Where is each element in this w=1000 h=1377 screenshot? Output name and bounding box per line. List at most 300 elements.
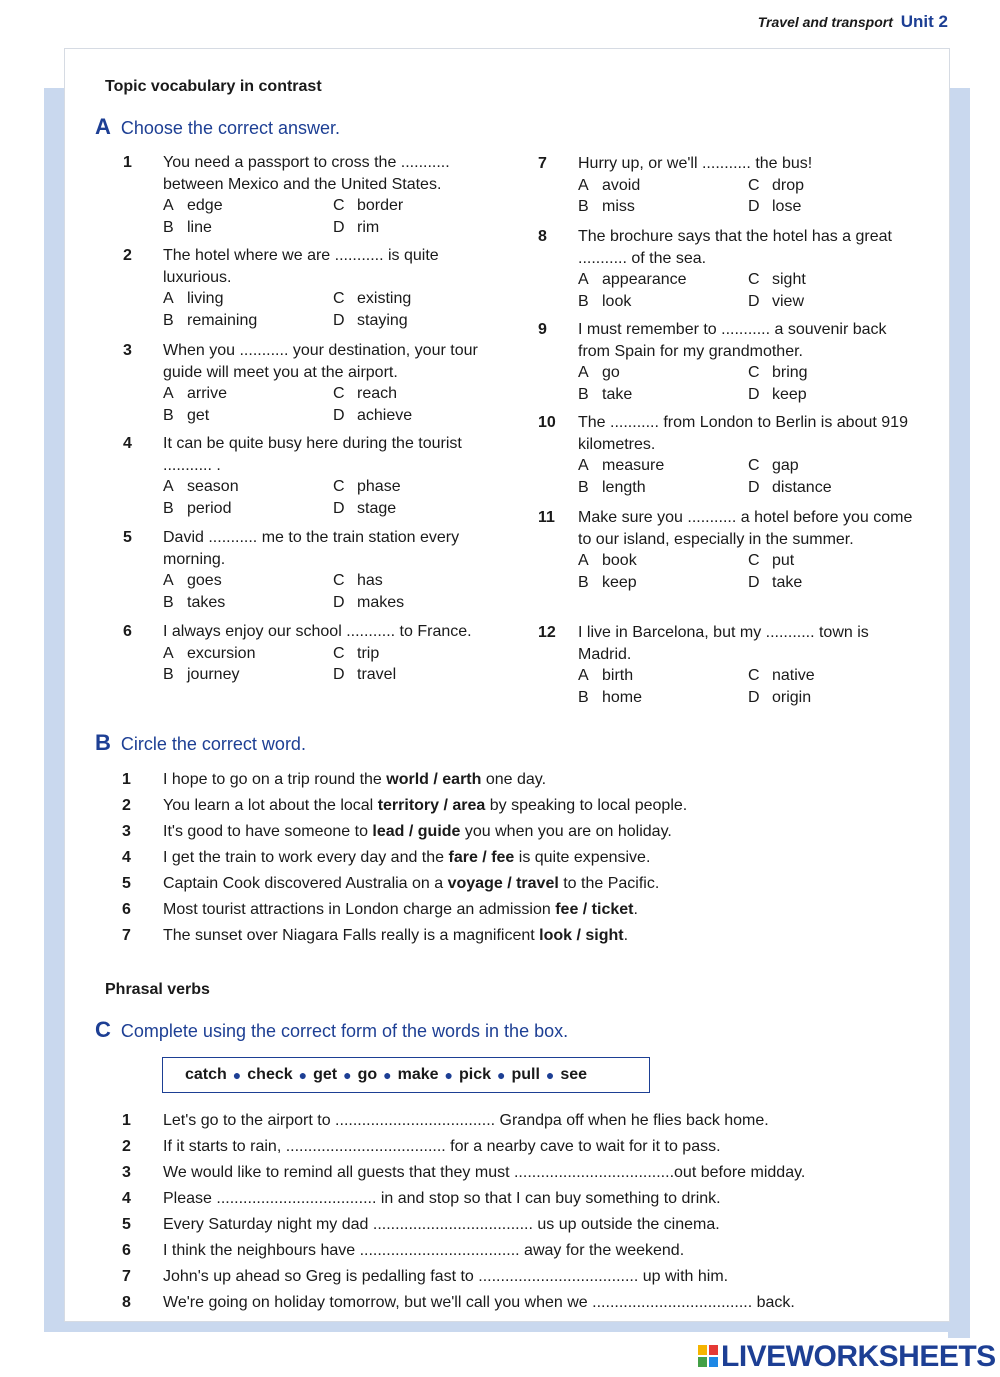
answer-option-b[interactable] bbox=[163, 498, 333, 520]
answer-option-a[interactable] bbox=[163, 476, 333, 498]
option-text: keep bbox=[602, 573, 637, 591]
question-number: 6 bbox=[123, 623, 132, 640]
word-choice[interactable]: territory / area bbox=[377, 797, 486, 814]
question-number: 5 bbox=[123, 529, 132, 546]
question-number: 7 bbox=[538, 155, 547, 172]
option-text: bring bbox=[772, 364, 808, 381]
option-letter: D bbox=[333, 406, 345, 424]
option-text: journey bbox=[187, 666, 240, 683]
question-4 bbox=[123, 433, 503, 519]
option-text: keep bbox=[772, 385, 807, 403]
answer-blank[interactable]: .................................... bbox=[335, 1112, 496, 1129]
sentence-start: If it starts to rain, bbox=[163, 1138, 286, 1155]
item-number: 7 bbox=[122, 927, 131, 944]
answer-option-c[interactable] bbox=[333, 383, 503, 405]
answer-option-b[interactable] bbox=[578, 687, 748, 709]
answer-option-d[interactable] bbox=[333, 592, 503, 614]
option-letter: C bbox=[333, 572, 345, 589]
word-choice[interactable]: lead / guide bbox=[372, 823, 461, 840]
answer-option-a[interactable] bbox=[163, 643, 333, 665]
option-text: origin bbox=[772, 688, 812, 706]
question-10 bbox=[538, 412, 918, 498]
item-sentence bbox=[163, 1212, 720, 1238]
bullet-separator: ● bbox=[497, 1067, 506, 1083]
word-choice[interactable]: voyage / travel bbox=[447, 875, 559, 892]
option-letter: B bbox=[578, 292, 589, 310]
option-letter: B bbox=[163, 218, 174, 236]
option-text: put bbox=[772, 552, 795, 569]
answer-options bbox=[578, 455, 918, 498]
answer-option-c[interactable] bbox=[333, 195, 503, 217]
option-text: season bbox=[187, 478, 239, 495]
section-c-instruction: Complete using the correct form of the words in the box. bbox=[120, 1021, 569, 1041]
sentence-end: is quite expensive. bbox=[514, 849, 651, 866]
item-number: 4 bbox=[122, 849, 131, 866]
option-letter: C bbox=[333, 290, 345, 307]
question-number: 2 bbox=[123, 247, 132, 264]
word-box bbox=[162, 1057, 650, 1093]
question-stem: I must remember to ........... a souvenir back from Spain for my grandmother. bbox=[578, 321, 887, 360]
answer-option-c[interactable] bbox=[748, 455, 918, 477]
answer-option-a[interactable] bbox=[578, 175, 748, 197]
bullet-separator: ● bbox=[343, 1067, 352, 1083]
item-number: 2 bbox=[122, 797, 131, 814]
item-number: 3 bbox=[122, 1164, 131, 1181]
option-text: period bbox=[187, 499, 232, 517]
question-3 bbox=[123, 340, 503, 426]
option-text: stage bbox=[357, 499, 397, 517]
answer-option-c[interactable] bbox=[748, 550, 918, 572]
answer-option-b[interactable] bbox=[163, 664, 333, 686]
sentence-start: You learn a lot about the local bbox=[163, 797, 378, 814]
question-stem: Make sure you ........... a hotel before you come to our island, especially in the summer. bbox=[578, 509, 913, 548]
question-number: 11 bbox=[538, 509, 555, 526]
option-text: achieve bbox=[357, 406, 413, 424]
option-text: reach bbox=[357, 385, 398, 402]
option-text: gap bbox=[772, 457, 799, 474]
option-text: existing bbox=[357, 290, 412, 307]
option-text: lose bbox=[772, 198, 802, 215]
option-text: native bbox=[772, 667, 815, 684]
word-choice[interactable]: fee / ticket bbox=[555, 901, 634, 918]
option-letter: C bbox=[748, 176, 760, 194]
section-c-title bbox=[95, 1017, 568, 1043]
sentence-start: John's up ahead so Greg is pedalling fast to bbox=[163, 1268, 479, 1285]
option-letter: B bbox=[163, 666, 174, 683]
answer-option-d[interactable] bbox=[748, 291, 918, 313]
sentence-end: up with him. bbox=[638, 1268, 729, 1285]
item-number: 1 bbox=[122, 771, 131, 788]
word-choice[interactable]: fare / fee bbox=[448, 849, 515, 866]
option-text: staying bbox=[357, 311, 408, 329]
option-letter: C bbox=[748, 271, 760, 288]
option-text: border bbox=[357, 197, 404, 214]
item-number: 4 bbox=[122, 1190, 131, 1207]
option-text: arrive bbox=[187, 385, 228, 402]
answer-option-b[interactable] bbox=[163, 405, 333, 427]
option-letter: A bbox=[578, 176, 589, 194]
answer-options bbox=[578, 362, 918, 405]
answer-option-c[interactable] bbox=[748, 665, 918, 687]
option-letter: D bbox=[748, 688, 760, 706]
item-sentence bbox=[163, 1160, 805, 1186]
item-number: 6 bbox=[122, 1242, 131, 1259]
question-5 bbox=[123, 527, 503, 613]
option-letter: D bbox=[748, 198, 760, 215]
item-sentence bbox=[163, 897, 638, 923]
option-text: measure bbox=[602, 457, 665, 474]
option-text: look bbox=[602, 292, 632, 310]
box-word-go: go bbox=[357, 1066, 378, 1083]
item-sentence bbox=[163, 1134, 721, 1160]
answer-option-b[interactable] bbox=[163, 592, 333, 614]
answer-option-d[interactable] bbox=[748, 384, 918, 406]
option-letter: B bbox=[163, 311, 174, 329]
option-text: has bbox=[357, 572, 383, 589]
item-number: 5 bbox=[122, 1216, 131, 1233]
question-number: 10 bbox=[538, 414, 556, 431]
option-letter: C bbox=[748, 457, 760, 474]
option-letter: C bbox=[748, 552, 760, 569]
answer-option-b[interactable] bbox=[578, 477, 748, 499]
item-sentence bbox=[163, 1290, 795, 1316]
option-letter: D bbox=[748, 385, 760, 403]
option-text: living bbox=[187, 290, 224, 307]
unit-label: Unit 2 bbox=[900, 12, 948, 31]
answer-options bbox=[163, 195, 503, 238]
question-stem: The brochure says that the hotel has a great ........... of the sea. bbox=[578, 228, 892, 267]
box-word-see: see bbox=[560, 1066, 588, 1083]
option-text: miss bbox=[602, 198, 635, 215]
option-text: excursion bbox=[187, 644, 256, 662]
answer-options bbox=[163, 570, 503, 613]
option-letter: A bbox=[163, 290, 174, 307]
question-11 bbox=[538, 507, 918, 593]
option-letter: A bbox=[578, 364, 589, 381]
question-number: 1 bbox=[123, 154, 132, 171]
option-text: sight bbox=[772, 271, 806, 288]
answer-option-a[interactable] bbox=[578, 550, 748, 572]
running-header bbox=[758, 12, 948, 32]
logo-text: LIVEWORKSHEETS bbox=[721, 1340, 996, 1373]
sentence-start: The sunset over Niagara Falls really is a magnificent bbox=[163, 927, 540, 944]
answer-option-a[interactable] bbox=[163, 288, 333, 310]
option-letter: A bbox=[578, 271, 589, 288]
option-text: birth bbox=[602, 667, 634, 684]
box-word-get: get bbox=[313, 1066, 338, 1083]
option-letter: A bbox=[163, 644, 174, 662]
option-letter: C bbox=[333, 385, 345, 402]
answer-option-a[interactable] bbox=[578, 362, 748, 384]
question-stem: You need a passport to cross the ........... between Mexico and the United States. bbox=[163, 154, 450, 193]
sentence-start: I hope to go on a trip round the bbox=[163, 771, 387, 788]
option-letter: D bbox=[748, 573, 760, 591]
option-letter: A bbox=[578, 552, 589, 569]
option-text: appearance bbox=[602, 271, 687, 288]
sentence-start: Captain Cook discovered Australia on a bbox=[163, 875, 448, 892]
item-number: 5 bbox=[122, 875, 131, 892]
answer-option-d[interactable] bbox=[748, 687, 918, 709]
right-margin-bar bbox=[948, 88, 970, 1338]
section-b-letter: B bbox=[95, 730, 111, 755]
question-2 bbox=[123, 245, 503, 331]
option-letter: A bbox=[163, 478, 174, 495]
option-text: take bbox=[602, 385, 633, 403]
option-text: makes bbox=[357, 593, 405, 611]
answer-option-c[interactable] bbox=[333, 570, 503, 592]
sentence-end: back. bbox=[752, 1294, 795, 1311]
item-number: 3 bbox=[122, 823, 131, 840]
option-letter: B bbox=[163, 593, 174, 611]
option-letter: B bbox=[578, 688, 589, 706]
answer-options bbox=[578, 269, 918, 312]
option-letter: B bbox=[578, 198, 589, 215]
option-text: line bbox=[187, 218, 212, 236]
answer-blank[interactable]: .................................... bbox=[513, 1164, 675, 1181]
bullet-separator: ● bbox=[444, 1067, 453, 1083]
option-letter: B bbox=[578, 385, 589, 403]
box-word-pick: pick bbox=[458, 1066, 491, 1083]
option-letter: A bbox=[163, 572, 174, 589]
phrasal-verbs-heading: Phrasal verbs bbox=[105, 981, 210, 998]
answer-option-d[interactable] bbox=[748, 196, 918, 218]
sentence-end: away for the weekend. bbox=[519, 1242, 685, 1259]
option-text: get bbox=[187, 406, 210, 424]
question-12 bbox=[538, 622, 918, 708]
sentence-start: Every Saturday night my dad bbox=[163, 1216, 373, 1233]
sentence-start: I think the neighbours have bbox=[163, 1242, 360, 1259]
word-choice[interactable]: world / earth bbox=[386, 771, 482, 788]
answer-option-b[interactable] bbox=[578, 196, 748, 218]
answer-option-b[interactable] bbox=[578, 384, 748, 406]
option-letter: C bbox=[748, 364, 760, 381]
item-sentence bbox=[163, 871, 659, 897]
option-text: goes bbox=[187, 572, 222, 589]
answer-option-c[interactable] bbox=[748, 175, 918, 197]
sentence-end: . bbox=[633, 901, 638, 918]
question-6 bbox=[123, 621, 503, 686]
answer-option-c[interactable] bbox=[333, 643, 503, 665]
bullet-separator: ● bbox=[232, 1067, 242, 1083]
answer-option-d[interactable] bbox=[748, 477, 918, 499]
option-text: edge bbox=[187, 197, 223, 214]
item-sentence bbox=[163, 793, 687, 819]
answer-blank[interactable]: .................................... bbox=[592, 1294, 753, 1311]
box-word-make: make bbox=[397, 1066, 439, 1083]
answer-blank[interactable]: .................................... bbox=[359, 1242, 520, 1259]
option-letter: D bbox=[333, 666, 345, 683]
answer-option-c[interactable] bbox=[333, 288, 503, 310]
option-text: distance bbox=[772, 478, 832, 496]
option-text: remaining bbox=[187, 311, 258, 329]
sentence-start: We're going on holiday tomorrow, but we'll call you when we bbox=[163, 1294, 593, 1311]
question-stem: It can be quite busy here during the tourist ........... . bbox=[163, 435, 462, 474]
section-b-title bbox=[95, 730, 306, 756]
box-word-catch: catch bbox=[185, 1066, 227, 1083]
option-letter: B bbox=[578, 478, 589, 496]
answer-option-c[interactable] bbox=[748, 269, 918, 291]
question-stem: I live in Barcelona, but my ........... town is Madrid. bbox=[578, 624, 869, 663]
option-text: home bbox=[602, 688, 643, 706]
option-text: length bbox=[602, 478, 646, 496]
item-number: 8 bbox=[122, 1294, 131, 1311]
box-word-check: check bbox=[247, 1066, 293, 1083]
sentence-end: for a nearby cave to wait for it to pass. bbox=[445, 1138, 721, 1155]
option-letter: C bbox=[748, 667, 760, 684]
option-letter: D bbox=[333, 218, 345, 236]
answer-options bbox=[163, 288, 503, 331]
answer-option-b[interactable] bbox=[163, 217, 333, 239]
answer-option-d[interactable] bbox=[333, 405, 503, 427]
option-text: drop bbox=[772, 176, 805, 194]
liveworksheets-icon bbox=[697, 1343, 719, 1369]
question-number: 3 bbox=[123, 342, 132, 359]
option-text: travel bbox=[357, 666, 397, 683]
option-letter: D bbox=[333, 499, 345, 517]
answer-options bbox=[163, 643, 503, 686]
option-letter: D bbox=[748, 292, 760, 310]
sentence-start: It's good to have someone to bbox=[163, 823, 373, 840]
item-sentence bbox=[163, 767, 546, 793]
item-sentence bbox=[163, 845, 650, 871]
option-text: takes bbox=[187, 593, 226, 611]
answer-option-a[interactable] bbox=[163, 383, 333, 405]
option-letter: A bbox=[163, 197, 174, 214]
option-text: view bbox=[772, 292, 805, 310]
answer-options bbox=[578, 665, 918, 708]
answer-blank[interactable]: .................................... bbox=[372, 1216, 533, 1233]
option-text: go bbox=[602, 364, 620, 381]
question-stem: The ........... from London to Berlin is about 919 kilometres. bbox=[578, 414, 908, 453]
question-stem: When you ........... your destination, your tour guide will meet you at the airport. bbox=[163, 342, 478, 381]
item-sentence bbox=[163, 1264, 728, 1290]
sentence-start: I get the train to work every day and the bbox=[163, 849, 449, 866]
box-word-pull: pull bbox=[511, 1066, 540, 1083]
sentence-end: out before midday. bbox=[674, 1164, 806, 1181]
option-letter: B bbox=[163, 499, 174, 517]
answer-option-d[interactable] bbox=[333, 217, 503, 239]
answer-option-a[interactable] bbox=[163, 570, 333, 592]
section-a-title bbox=[95, 114, 340, 140]
sentence-end: us up outside the cinema. bbox=[532, 1216, 720, 1233]
item-sentence bbox=[163, 1238, 684, 1264]
bullet-separator: ● bbox=[383, 1067, 392, 1083]
answer-option-c[interactable] bbox=[748, 362, 918, 384]
sentence-end: one day. bbox=[481, 771, 547, 788]
liveworksheets-logo bbox=[697, 1340, 996, 1374]
option-letter: C bbox=[333, 197, 345, 214]
section-b-instruction: Circle the correct word. bbox=[120, 734, 306, 754]
option-letter: A bbox=[163, 385, 174, 402]
question-7 bbox=[538, 153, 918, 218]
option-letter: B bbox=[578, 573, 589, 591]
answer-option-d[interactable] bbox=[333, 310, 503, 332]
sentence-end: Grandpa off when he flies back home. bbox=[495, 1112, 769, 1129]
option-letter: B bbox=[163, 406, 174, 424]
item-sentence bbox=[163, 819, 672, 845]
option-letter: D bbox=[333, 311, 345, 329]
answer-option-d[interactable] bbox=[333, 498, 503, 520]
sentence-start: Let's go to the airport to bbox=[163, 1112, 336, 1129]
sentence-end: . bbox=[623, 927, 629, 944]
question-stem: The hotel where we are ........... is quite luxurious. bbox=[163, 247, 439, 286]
answer-option-b[interactable] bbox=[578, 291, 748, 313]
option-letter: A bbox=[578, 667, 589, 684]
section-a-instruction: Choose the correct answer. bbox=[120, 118, 341, 138]
topic-heading: Topic vocabulary in contrast bbox=[105, 78, 322, 95]
question-number: 8 bbox=[538, 228, 547, 245]
item-number: 1 bbox=[122, 1112, 131, 1129]
item-number: 6 bbox=[122, 901, 131, 918]
answer-option-b[interactable] bbox=[163, 310, 333, 332]
sentence-start: Please bbox=[163, 1190, 217, 1207]
answer-blank[interactable]: .................................... bbox=[285, 1138, 446, 1155]
option-text: avoid bbox=[602, 176, 641, 194]
sentence-end: you when you are on holiday. bbox=[460, 823, 672, 840]
answer-option-c[interactable] bbox=[333, 476, 503, 498]
item-sentence bbox=[163, 1186, 721, 1212]
word-choice[interactable]: look / sight bbox=[539, 927, 624, 944]
option-letter: D bbox=[333, 593, 345, 611]
question-stem: Hurry up, or we'll ........... the bus! bbox=[578, 155, 813, 172]
bullet-separator: ● bbox=[545, 1067, 555, 1083]
left-margin-bar bbox=[44, 88, 64, 1328]
option-text: phase bbox=[357, 478, 401, 495]
question-stem: I always enjoy our school ........... to France. bbox=[163, 623, 472, 640]
answer-option-a[interactable] bbox=[578, 665, 748, 687]
answer-options bbox=[578, 550, 918, 593]
item-sentence bbox=[163, 1108, 769, 1134]
option-letter: C bbox=[333, 478, 345, 495]
question-stem: David ........... me to the train station every morning. bbox=[163, 529, 460, 568]
question-9 bbox=[538, 319, 918, 405]
option-text: book bbox=[602, 552, 637, 569]
sentence-end: by speaking to local people. bbox=[485, 797, 688, 814]
section-a-letter: A bbox=[95, 114, 111, 139]
sentence-end: to the Pacific. bbox=[558, 875, 660, 892]
sentence-end: in and stop so that I can buy something to drink. bbox=[376, 1190, 721, 1207]
option-letter: A bbox=[578, 457, 589, 474]
question-number: 12 bbox=[538, 624, 556, 641]
bullet-separator: ● bbox=[298, 1067, 308, 1083]
item-sentence bbox=[163, 923, 628, 949]
option-text: trip bbox=[357, 644, 380, 662]
item-number: 2 bbox=[122, 1138, 131, 1155]
running-title: Travel and transport bbox=[757, 14, 893, 30]
option-letter: D bbox=[748, 478, 760, 496]
answer-options bbox=[163, 383, 503, 426]
answer-option-a[interactable] bbox=[578, 455, 748, 477]
sentence-start: We would like to remind all guests that they must bbox=[163, 1164, 514, 1181]
answer-option-d[interactable] bbox=[748, 572, 918, 594]
answer-blank[interactable]: .................................... bbox=[478, 1268, 639, 1285]
option-text: take bbox=[772, 573, 803, 591]
option-letter: C bbox=[333, 644, 345, 662]
answer-option-a[interactable] bbox=[163, 195, 333, 217]
answer-option-b[interactable] bbox=[578, 572, 748, 594]
answer-option-a[interactable] bbox=[578, 269, 748, 291]
answer-options bbox=[163, 476, 503, 519]
question-number: 9 bbox=[538, 321, 547, 338]
answer-options bbox=[578, 175, 918, 218]
section-c-letter: C bbox=[95, 1017, 111, 1042]
question-1 bbox=[123, 152, 503, 238]
question-number: 4 bbox=[123, 435, 132, 452]
option-text: rim bbox=[357, 218, 380, 236]
answer-option-d[interactable] bbox=[333, 664, 503, 686]
item-number: 7 bbox=[122, 1268, 131, 1285]
answer-blank[interactable]: .................................... bbox=[216, 1190, 377, 1207]
